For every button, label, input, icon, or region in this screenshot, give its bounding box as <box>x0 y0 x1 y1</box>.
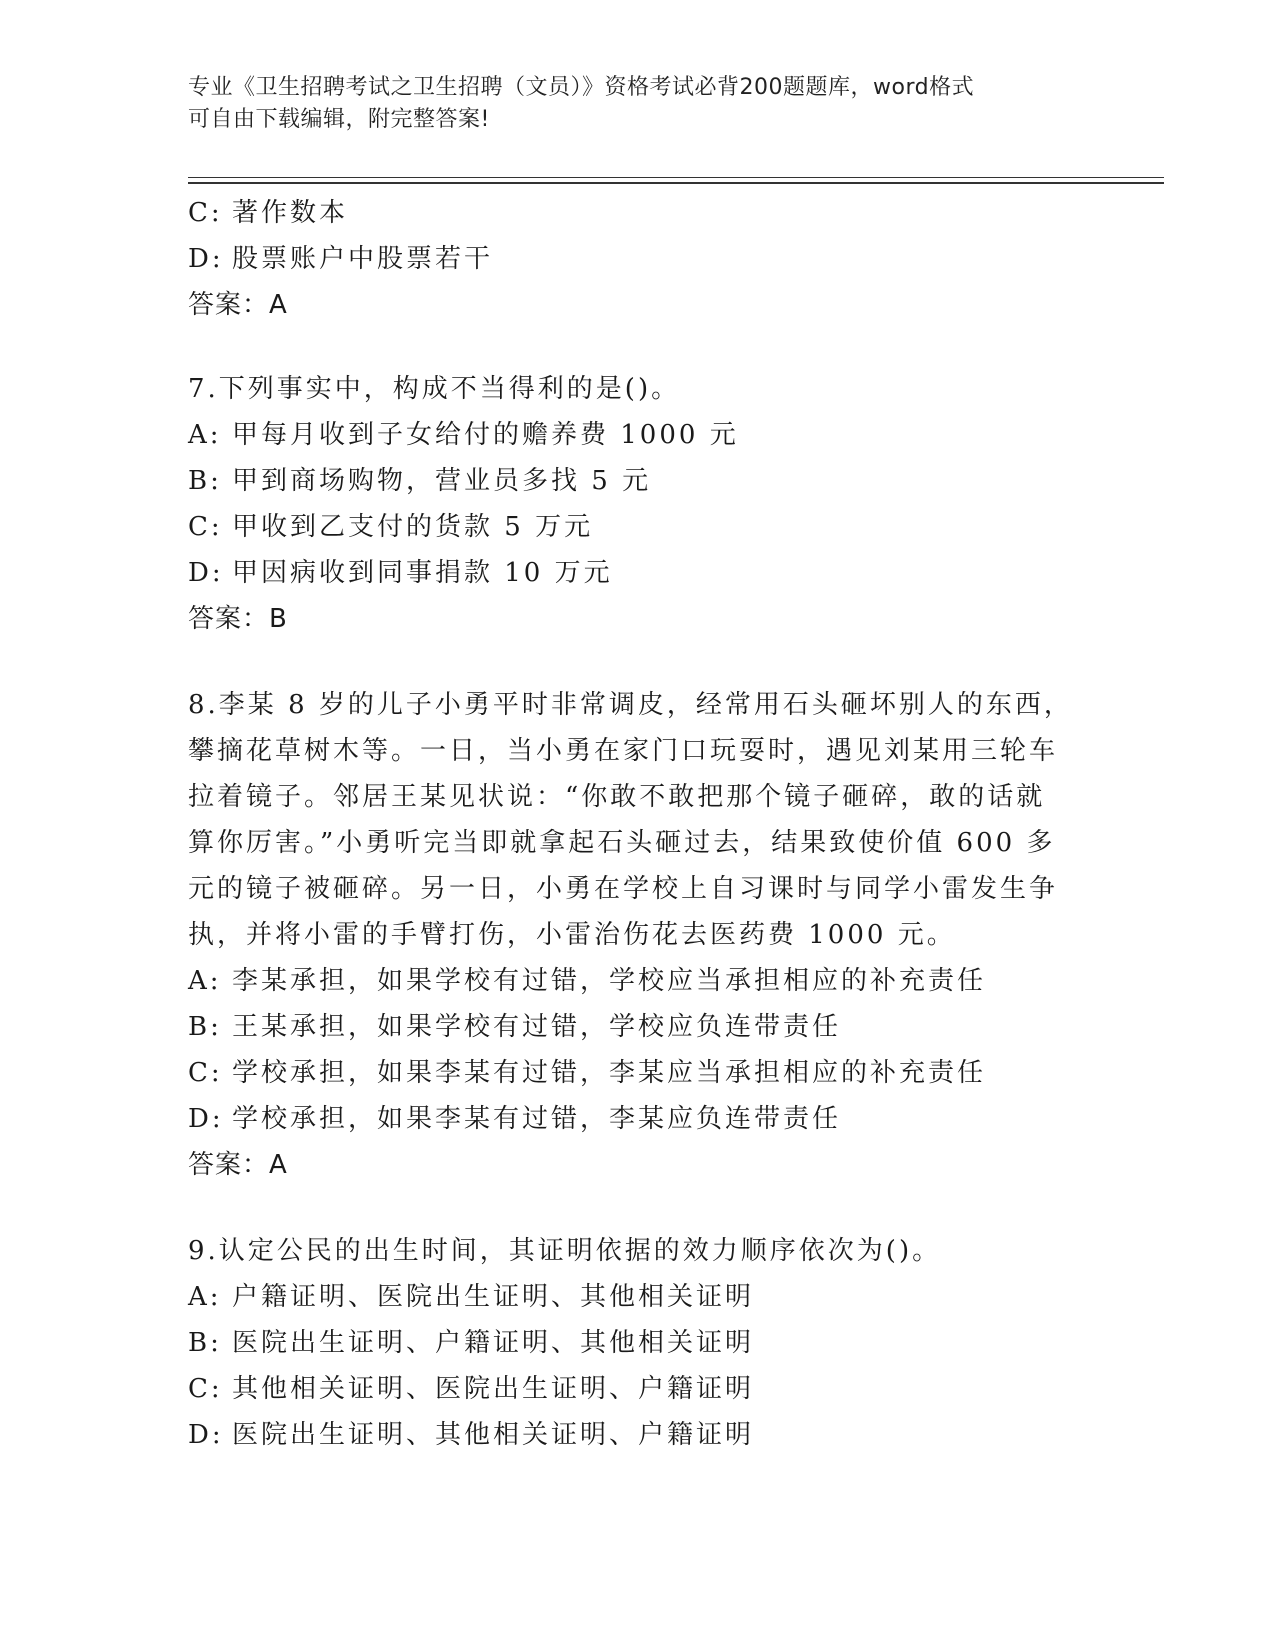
option-text: 王某承担，如果学校有过错，学校应负连带责任 <box>232 1012 842 1042</box>
option-label: C: <box>188 198 223 228</box>
option-label: B: <box>188 466 222 496</box>
option-text: 医院出生证明、户籍证明、其他相关证明 <box>232 1328 755 1358</box>
header-rule-thick <box>188 182 1164 184</box>
question-stem: 9.认定公民的出生时间，其证明依据的效力顺序依次为()。 <box>188 1236 942 1266</box>
spacer <box>188 328 1068 366</box>
document-body <box>188 190 1073 1458</box>
option-label: C: <box>188 1374 223 1404</box>
question-9 <box>188 1228 1068 1458</box>
question-7 <box>188 366 1068 642</box>
answer-line: 答案：B <box>188 604 288 634</box>
header-title-line-2: 可自由下载编辑，附完整答案! <box>188 107 490 132</box>
spacer <box>188 1188 1068 1228</box>
option-b <box>188 458 1068 504</box>
question-8 <box>188 682 1073 1188</box>
option-b <box>188 1320 1068 1366</box>
option-label: A: <box>188 420 222 450</box>
option-label: B: <box>188 1328 222 1358</box>
option-text: 学校承担，如果李某有过错，李某应负连带责任 <box>232 1104 842 1134</box>
option-d <box>188 236 1068 282</box>
option-c <box>188 190 1068 236</box>
option-label: A: <box>188 966 222 996</box>
option-a <box>188 412 1068 458</box>
option-text: 甲到商场购物，营业员多找 5 元 <box>232 466 652 496</box>
option-text: 股票账户中股票若干 <box>232 244 494 274</box>
option-text: 其他相关证明、医院出生证明、户籍证明 <box>232 1374 755 1404</box>
option-d <box>188 1096 1068 1142</box>
option-label: D: <box>188 1420 224 1450</box>
option-c <box>188 504 1068 550</box>
option-text: 甲因病收到同事捐款 10 万元 <box>232 558 613 588</box>
header-title-line-1: 专业《卫生招聘考试之卫生招聘（文员）》资格考试必背200题题库，word格式 <box>188 75 975 100</box>
option-label: A: <box>188 1282 222 1312</box>
option-d <box>188 1412 1068 1458</box>
document-header <box>188 72 1068 136</box>
question-stem-line: 拉着镜子。邻居王某见状说：“你敢不敢把那个镜子砸碎，敢的话就 <box>188 782 1046 812</box>
option-text: 甲每月收到子女给付的赡养费 1000 元 <box>232 420 739 450</box>
question-stem-line: 攀摘花草树木等。一日，当小勇在家门口玩耍时，遇见刘某用三轮车 <box>188 736 1059 766</box>
option-label: C: <box>188 1058 223 1088</box>
option-c <box>188 1050 1068 1096</box>
option-c <box>188 1366 1068 1412</box>
option-text: 著作数本 <box>232 198 349 228</box>
option-a <box>188 1274 1068 1320</box>
question-6-tail <box>188 190 1068 328</box>
question-stem-line: 元的镜子被砸碎。另一日，小勇在学校上自习课时与同学小雷发生争 <box>188 874 1059 904</box>
question-stem: 7.下列事实中，构成不当得利的是()。 <box>188 374 681 404</box>
option-text: 户籍证明、医院出生证明、其他相关证明 <box>232 1282 755 1312</box>
question-stem-line: 8.李某 8 岁的儿子小勇平时非常调皮，经常用石头砸坏别人的东西， <box>188 690 1073 720</box>
option-label: D: <box>188 1104 224 1134</box>
option-text: 甲收到乙支付的货款 5 万元 <box>232 512 594 542</box>
spacer <box>188 642 1068 682</box>
option-text: 医院出生证明、其他相关证明、户籍证明 <box>232 1420 755 1450</box>
option-b <box>188 1004 1068 1050</box>
option-label: B: <box>188 1012 222 1042</box>
option-text: 李某承担，如果学校有过错，学校应当承担相应的补充责任 <box>232 966 987 996</box>
option-label: D: <box>188 244 224 274</box>
answer-line: 答案：A <box>188 1150 288 1180</box>
option-label: D: <box>188 558 224 588</box>
option-a <box>188 958 1068 1004</box>
option-label: C: <box>188 512 223 542</box>
header-rule-thin <box>188 177 1164 178</box>
answer-line: 答案：A <box>188 290 288 320</box>
question-stem-line: 执，并将小雷的手臂打伤，小雷治伤花去医药费 1000 元。 <box>188 920 956 950</box>
option-d <box>188 550 1068 596</box>
question-stem-line: 算你厉害。”小勇听完当即就拿起石头砸过去，结果致使价值 600 多 <box>188 828 1056 858</box>
option-text: 学校承担，如果李某有过错，李某应当承担相应的补充责任 <box>232 1058 987 1088</box>
